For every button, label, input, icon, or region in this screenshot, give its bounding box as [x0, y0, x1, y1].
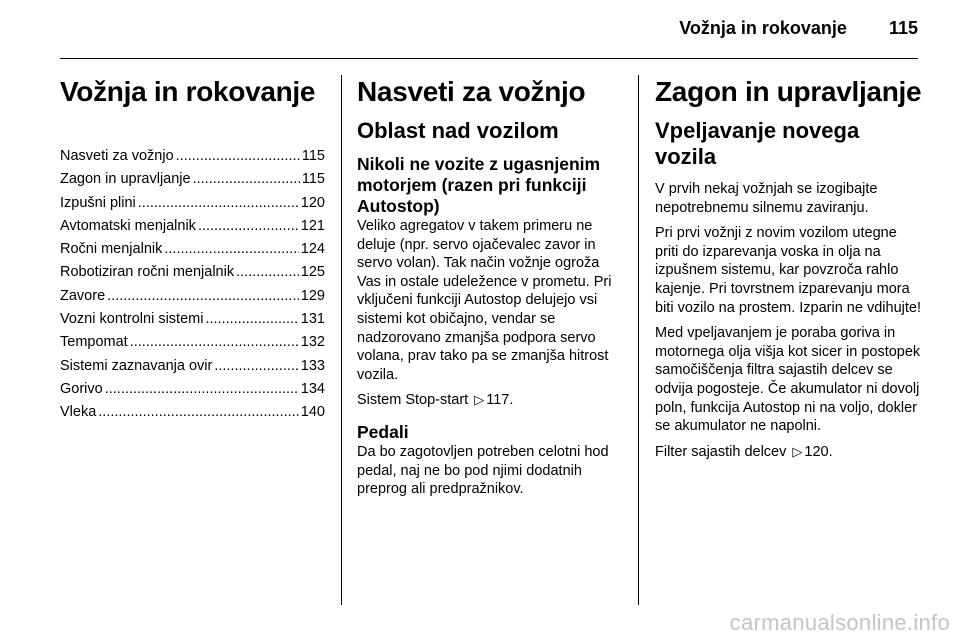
page-number: 115 — [888, 18, 918, 38]
section-subtitle: Vpeljavanje novega vozila — [655, 118, 860, 169]
reference-page[interactable]: 117. — [486, 392, 514, 409]
toc-entry[interactable] — [60, 404, 325, 427]
toc-page: 115 — [301, 148, 325, 164]
subheading: Nikoli ne vozite z ugasnjenim motorjem (razen pri funkciji Autostop) — [357, 154, 601, 216]
toc-label: Sistemi zaznavanja ovir — [60, 357, 213, 374]
cross-reference — [655, 443, 923, 462]
cross-reference — [357, 391, 625, 410]
toc-label: Vozni kontrolni sistemi — [60, 311, 204, 328]
toc-entry[interactable] — [60, 381, 325, 404]
toc-label: Zavore — [60, 287, 106, 304]
subheading: Pedali — [357, 421, 409, 442]
column-divider — [341, 75, 342, 605]
toc-entry[interactable] — [60, 311, 325, 334]
toc-page: 121 — [300, 217, 325, 234]
toc-label: Vleka — [60, 404, 97, 421]
toc-entry[interactable] — [60, 288, 325, 311]
toc-label: Nasveti za vožnjo — [60, 148, 174, 164]
page-reference-icon: ▷ — [474, 392, 485, 408]
toc-entry[interactable] — [60, 218, 325, 241]
table-of-contents — [60, 148, 325, 428]
header-title: Vožnja in rokovanje — [679, 18, 847, 38]
section-title: Zagon in upravljanje — [655, 76, 922, 107]
toc-entry[interactable] — [60, 195, 325, 218]
toc-page: 125 — [300, 264, 325, 281]
reference-text: Filter sajastih delcev — [655, 443, 787, 460]
toc-label: Zagon in upravljanje — [60, 171, 191, 188]
toc-label: Robotiziran ročni menjalnik — [60, 264, 235, 281]
section-title: Nasveti za vožnjo — [357, 76, 586, 107]
toc-label: Izpušni plini — [60, 194, 136, 211]
reference-page[interactable]: 120. — [804, 443, 833, 460]
toc-page: 134 — [300, 380, 325, 397]
toc-label: Avtomatski menjalnik — [60, 217, 196, 234]
paragraph: Da bo zagotovljen potreben celotni hod pedal, naj ne bo pod njimi dodatnih preprog ali predpražnikov. — [357, 443, 609, 498]
toc-entry[interactable] — [60, 241, 325, 264]
toc-label: Gorivo — [60, 380, 103, 397]
toc-page: 120 — [300, 194, 325, 211]
watermark: carmanualsonline.info — [729, 610, 950, 635]
toc-page: 124 — [300, 241, 325, 258]
toc-page: 131 — [300, 311, 325, 328]
starting-operating-column — [655, 76, 923, 468]
section-subtitle: Oblast nad vozilom — [357, 118, 559, 143]
page-reference-icon: ▷ — [792, 443, 803, 459]
paragraph: Pri prvi vožnji z novim vozilom utegne priti do izparevanja voska in olja na izpušnem sistemu, kar povzroča rahlo kajenje. Pri tovrstnem izparevanju mora biti vozilo na prostem. Izparin ne vdihujte! — [655, 225, 921, 316]
paragraph: Med vpeljavanjem je poraba goriva in motornega olja višja kot sicer in postopek samočiščenja filtra sajastih delcev se odvija pogosteje. Če akumulator ni dovolj poln, funkcija Autostop ni na voljo, dokler se akumulator ne napolni. — [655, 325, 921, 435]
toc-entry[interactable] — [60, 334, 325, 357]
header-rule — [60, 58, 918, 59]
toc-entry[interactable] — [60, 148, 325, 171]
toc-page: 129 — [300, 287, 325, 304]
toc-entry[interactable] — [60, 264, 325, 287]
toc-label: Ročni menjalnik — [60, 241, 163, 258]
toc-label: Tempomat — [60, 334, 128, 351]
paragraph: Veliko agregatov v takem primeru ne deluje (npr. servo ojačevalec zavor in servo volan). Tak način vožnje ogroža Vas in ostale udeležence v prometu. Pri vključeni funkciji Autostop delujejo vsi sistemi kot običajno, vendar se nadzorovano zmanjša podpora servo volana, prav tako pa se zmanjša hitrost vozila. — [357, 218, 612, 383]
paragraph: V prvih nekaj vožnjah se izogibajte nepotrebnemu silnemu zaviranju. — [655, 181, 878, 216]
toc-page: 115 — [301, 171, 325, 188]
toc-page: 133 — [300, 357, 325, 374]
toc-entry[interactable] — [60, 171, 325, 194]
column-divider — [638, 75, 639, 605]
toc-page: 132 — [300, 334, 325, 351]
running-header — [600, 18, 918, 39]
chapter-title: Vožnja in rokovanje — [60, 76, 316, 107]
toc-page: 140 — [300, 404, 325, 421]
driving-hints-column — [357, 76, 625, 506]
toc-column — [60, 76, 325, 428]
reference-text: Sistem Stop-start — [357, 392, 469, 409]
toc-entry[interactable] — [60, 358, 325, 381]
